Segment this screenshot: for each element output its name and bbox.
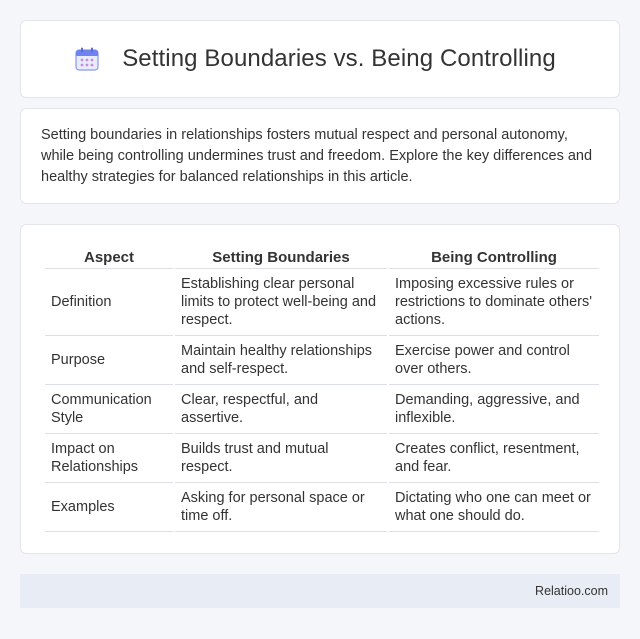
comparison-table [43,245,601,532]
aspect-cell: Communication Style [45,385,173,434]
intro-card [20,108,620,204]
table-header-row [45,245,599,269]
controlling-cell: Demanding, aggressive, and inflexible. [389,385,599,434]
controlling-cell: Exercise power and control over others. [389,336,599,385]
aspect-cell: Impact on Relationships [45,434,173,483]
controlling-cell: Imposing excessive rules or restrictions to dominate others' actions. [389,269,599,336]
intro-text: Setting boundaries in relationships fosters mutual respect and personal autonomy, while being controlling undermines trust and freedom. Explore the key differences and healthy strategies for balanced relationships in this article. [41,127,593,185]
boundaries-cell: Asking for personal space or time off. [175,483,387,532]
aspect-cell: Definition [45,269,173,336]
calendar-icon [74,46,100,72]
boundaries-cell: Maintain healthy relationships and self-respect. [175,336,387,385]
table-row [45,434,599,483]
footer-brand: Relatioo.com [535,584,608,598]
title-card [20,20,620,98]
boundaries-cell: Builds trust and mutual respect. [175,434,387,483]
table-row [45,483,599,532]
column-header-aspect: Aspect [45,245,173,269]
controlling-cell: Dictating who one can meet or what one should do. [389,483,599,532]
footer [20,574,620,608]
aspect-cell: Purpose [45,336,173,385]
table-row [45,336,599,385]
boundaries-cell: Clear, respectful, and assertive. [175,385,387,434]
table-row [45,385,599,434]
column-header-setting-boundaries: Setting Boundaries [175,245,387,269]
aspect-cell: Examples [45,483,173,532]
column-header-being-controlling: Being Controlling [389,245,599,269]
boundaries-cell: Establishing clear personal limits to protect well-being and respect. [175,269,387,336]
page-title: Setting Boundaries vs. Being Controlling [122,45,556,72]
controlling-cell: Creates conflict, resentment, and fear. [389,434,599,483]
comparison-table-card [20,224,620,554]
table-row [45,269,599,336]
